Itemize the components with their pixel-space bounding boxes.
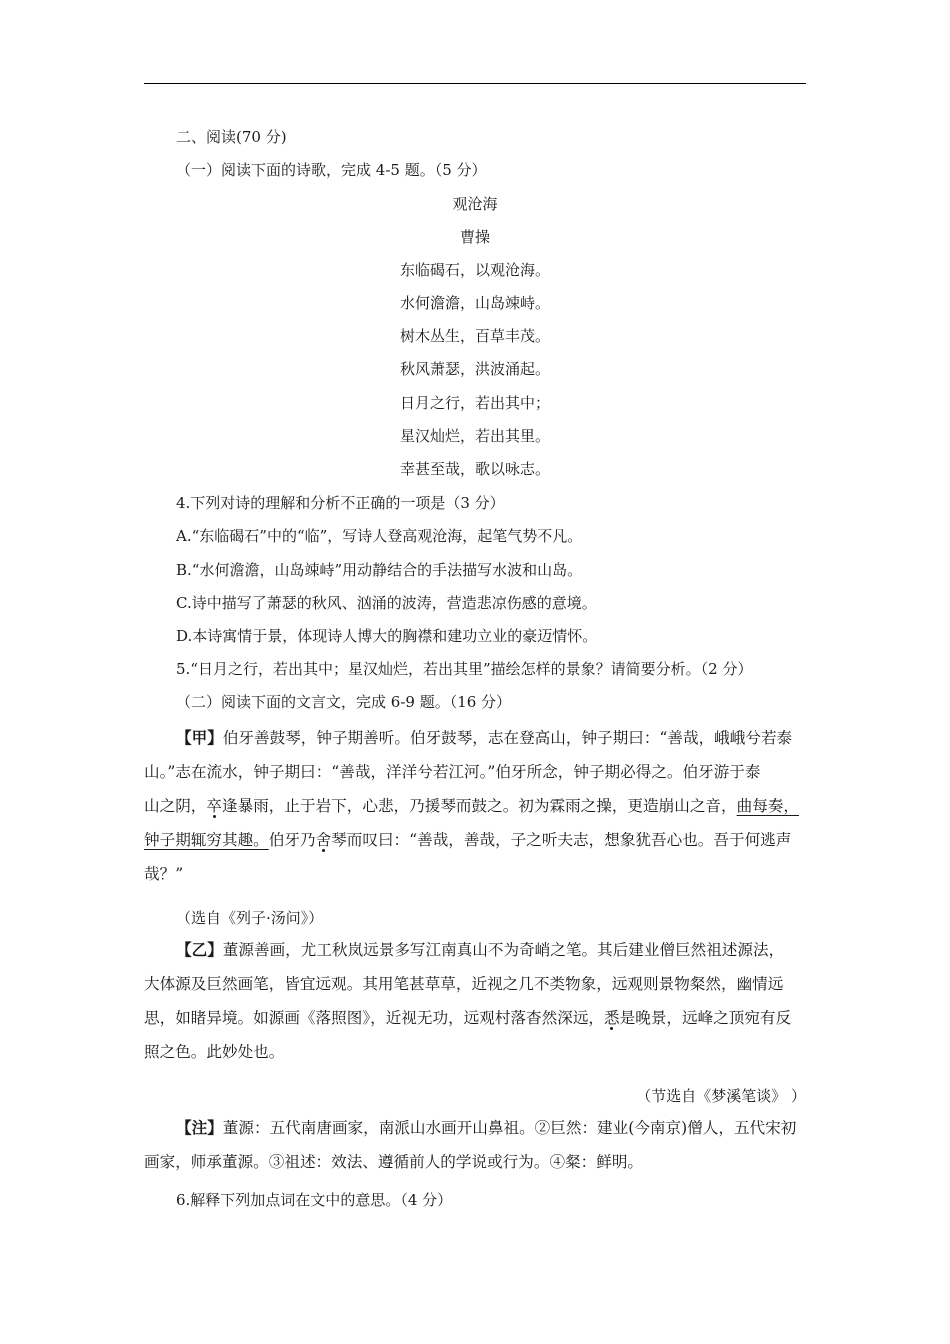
note-line-1: 董源：五代南唐画家，南派山水画开山鼻祖。②巨然：建业(今南京)僧人，五代宋初 [222,1119,797,1137]
passage-yi [144,936,806,1066]
passage-jia [144,724,806,888]
question-5: 5.“日月之行，若出其中；星汉灿烂，若出其里”描绘怎样的景象？请简要分析。（2 分） [176,660,753,678]
yi-line-4: 照之色。此妙处也。 [144,1043,285,1061]
dotted-word-zu: 卒 [206,797,222,815]
yi-line-3a: 思，如睹异境。如源画《落照图》，近视无功，远观村落杳然深远， [144,1009,605,1027]
yi-source: （节选自《梦溪笔谈》 ） [636,1087,806,1105]
note-line-2: 画家，师承董源。③祖述：效法、遵循前人的学说或行为。④粲：鲜明。 [144,1153,644,1171]
poem-line-6: 星汉灿烂，若出其里。 [399,427,550,445]
option-b: B.“水何澹澹，山岛竦峙”用动静结合的手法描写水波和山岛。 [176,561,583,579]
jia-line-1: 伯牙善鼓琴，钟子期善听。伯牙鼓琴，志在登高山，钟子期曰：“善哉，峨峨兮若泰 [222,729,793,747]
yi-line-1: 董源善画，尤工秋岚远景多写江南真山不为奇峭之笔。其后建业僧巨然祖述源法， [222,941,785,959]
poem-line-7: 幸甚至哉，歌以咏志。 [399,460,550,478]
poem-line-1: 东临碣石，以观沧海。 [399,261,550,279]
jia-line-3b: 逢暴雨，止于岩下，心悲，乃援琴而鼓之。初为霖雨之操，更造崩山之音， [222,797,737,815]
question-6: 6.解释下列加点词在文中的意思。（4 分） [176,1191,453,1209]
jia-line-2: 山。”志在流水，钟子期曰：“善哉，洋洋兮若江河。”伯牙所念，钟子期必得之。伯牙游于泰 [144,763,761,781]
header-rule [144,83,806,84]
part1-intro: （一）阅读下面的诗歌，完成 4-5 题。（5 分） [176,161,487,179]
yi-tag: 【乙】 [176,940,223,959]
poem-line-5: 日月之行，若出其中； [399,394,550,412]
poem-line-2: 水何澹澹，山岛竦峙。 [399,294,550,312]
dotted-word-she: 舍 [315,831,332,849]
underlined-sentence-part2: 钟子期辄穷其趣。 [144,831,269,849]
poem-author: 曹操 [459,228,490,246]
option-d: D.本诗寓情于景，体现诗人博大的胸襟和建功立业的豪迈情怀。 [176,627,598,645]
option-c: C.诗中描写了萧瑟的秋风、汹涌的波涛，营造悲凉伤感的意境。 [176,594,597,612]
notes [144,1114,806,1176]
underlined-sentence-part1: 曲每奏， [736,797,799,815]
jia-line-4b: 琴而叹曰：“善哉，善哉，子之听夫志，想象犹吾心也。吾于何逃声 [331,831,792,849]
poem-title: 观沧海 [452,195,498,213]
poem-line-3: 树木丛生，百草丰茂。 [399,327,550,345]
jia-line-5: 哉？” [144,865,184,883]
question-4: 4.下列对诗的理解和分析不正确的一项是（3 分） [176,494,505,512]
part2-intro: （二）阅读下面的文言文，完成 6-9 题。（16 分） [176,693,512,711]
jia-tag: 【甲】 [176,728,223,747]
yi-line-2: 大体源及巨然画笔，皆宜远观。其用笔甚草草，近视之几不类物象，远观则景物粲然，幽情远 [144,975,784,993]
jia-line-3a: 山之阴， [144,797,207,815]
option-a: A.“东临碣石”中的“临”，写诗人登高观沧海，起笔气势不凡。 [176,527,583,545]
poem-line-4: 秋风萧瑟，洪波涌起。 [399,360,550,378]
jia-source: （选自《列子·汤问》） [176,909,324,927]
yi-line-3b: 是晚景，远峰之顶宛有反 [619,1009,792,1027]
section-title: 二、阅读(70 分) [176,128,287,146]
jia-line-4a: 伯牙乃 [268,831,316,849]
dotted-word-xi: 悉 [604,1009,620,1027]
note-tag: 【注】 [176,1118,223,1137]
